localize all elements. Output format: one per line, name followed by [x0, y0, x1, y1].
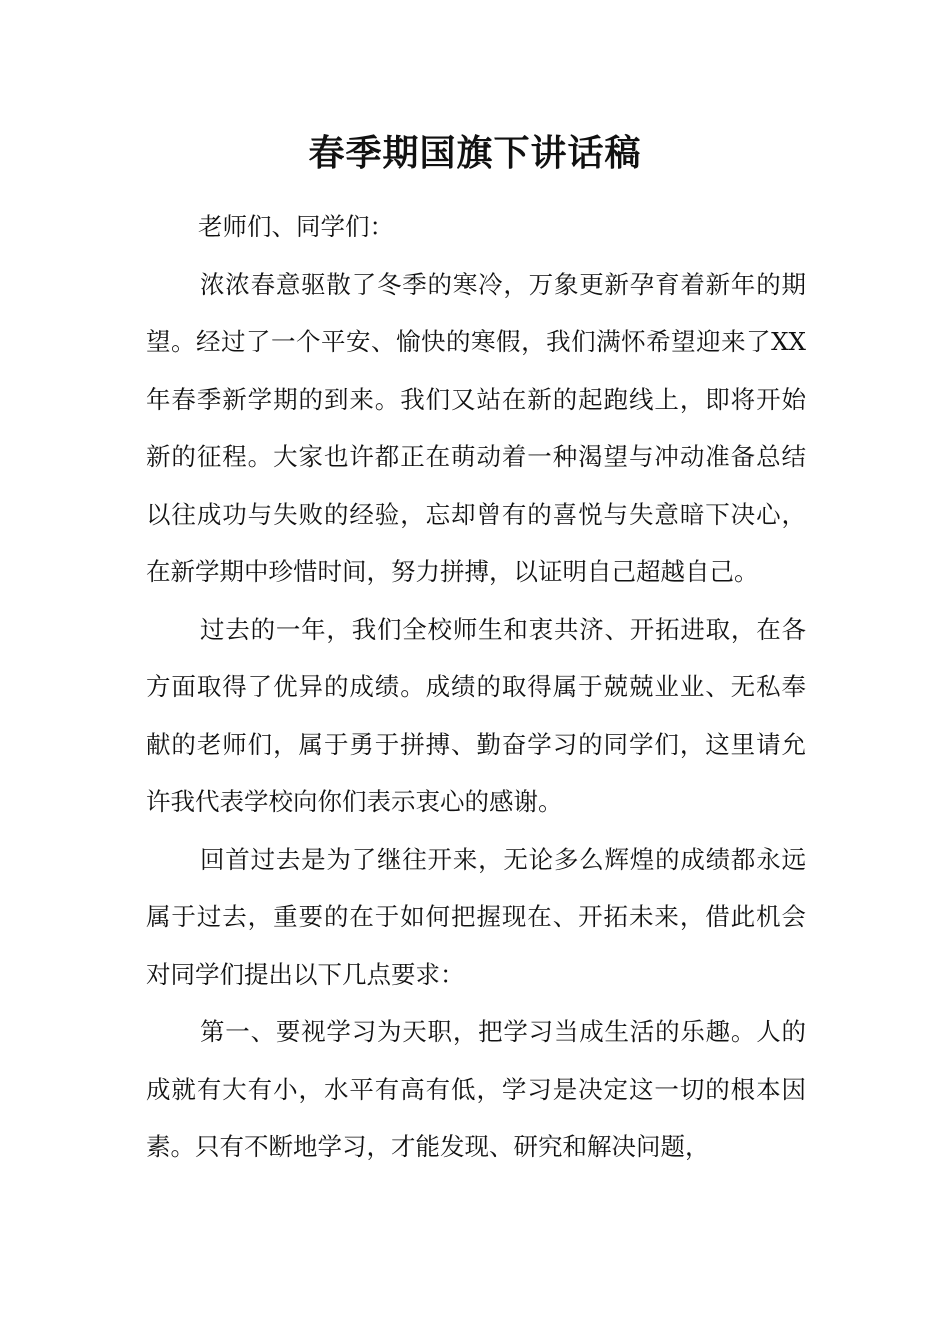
- body-paragraph: 第一、要视学习为天职，把学习当成生活的乐趣。人的成就有大有小，水平有高有低，学习是决定这一切的根本因素。只有不断地学习，才能发现、研究和解决问题，: [146, 1017, 806, 1161]
- body-paragraph: 过去的一年，我们全校师生和衷共济、开拓进取，在各方面取得了优异的成绩。成绩的取得属于兢兢业业、无私奉献的老师们，属于勇于拼搏、勤奋学习的同学们，这里请允许我代表学校向你们表示衷心的感谢。: [146, 614, 806, 816]
- document-body: [146, 198, 806, 1176]
- body-paragraph: 浓浓春意驱散了冬季的寒冷，万象更新孕育着新年的期望。经过了一个平安、愉快的寒假，我们满怀希望迎来了XX年春季新学期的到来。我们又站在新的起跑线上，即将开始新的征程。大家也许都正在萌动着一种渴望与冲动准备总结以往成功与失败的经验，忘却曾有的喜悦与失意暗下决心，在新学期中珍惜时间，努力拼搏，以证明自己超越自己。: [146, 269, 806, 586]
- document-title: 春季期国旗下讲话稿: [308, 133, 642, 174]
- body-paragraph: 回首过去是为了继往开来，无论多么辉煌的成绩都永远属于过去，重要的在于如何把握现在、开拓未来，借此机会对同学们提出以下几点要求：: [146, 844, 806, 989]
- greeting-paragraph: 老师们、同学们：: [198, 212, 394, 241]
